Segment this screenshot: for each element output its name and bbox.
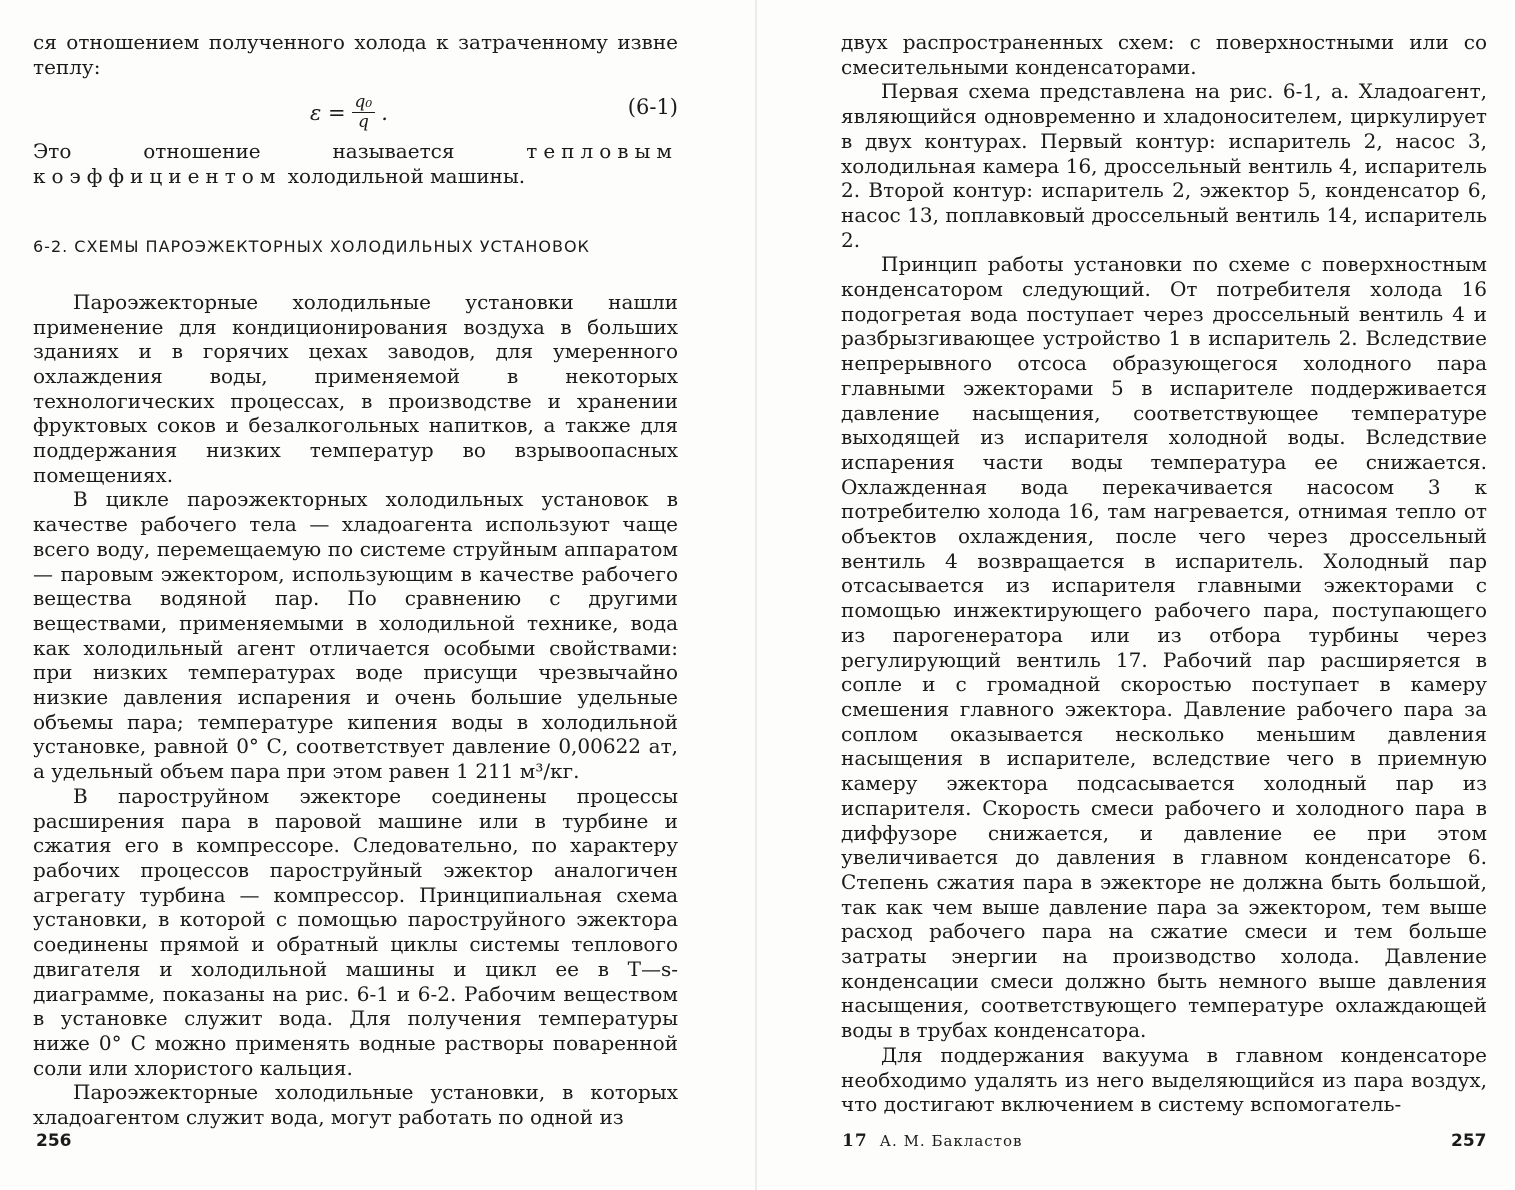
formula-expression bbox=[310, 93, 388, 132]
left-paragraph-4: Пароэжекторные холодильные установки, в которых хладоагентом служит вода, могут работать по одной из bbox=[33, 1080, 678, 1130]
section-heading: 6-2. СХЕМЫ ПАРОЭЖЕКТОРНЫХ ХОЛОДИЛЬНЫХ УСТАНОВОК bbox=[33, 236, 590, 256]
formula-numerator: q₀ bbox=[352, 93, 376, 113]
formula-6-1 bbox=[33, 79, 678, 139]
formula-tail: . bbox=[381, 100, 388, 125]
signature-author: А. М. Бакластов bbox=[879, 1132, 1023, 1150]
left-page bbox=[0, 0, 757, 1190]
intro-text: ся отношением полученного холода к затраченному извне теплу: bbox=[33, 30, 678, 79]
right-paragraph-1: двух распространенных схем: с поверхностными или со смесительными конденсаторами. bbox=[841, 30, 1487, 79]
definition-text bbox=[33, 139, 678, 188]
left-paragraph-1: Пароэжекторные холодильные установки нашли применение для кондиционирования воздуха в больших зданиях и в горячих цехах заводов, для умеренного охлаждения воды, применяемой в некоторых технологических процессах, в производстве и хранении фруктовых соков и безалкогольных напитков, а также для поддержания низких температур во взрывоопасных помещениях. bbox=[33, 289, 678, 487]
definition-before: Это отношение называется bbox=[33, 139, 527, 164]
definition-term: тепловым коэффициентом bbox=[33, 139, 678, 189]
formula-denominator: q bbox=[357, 112, 369, 133]
formula-fraction bbox=[352, 93, 376, 132]
formula-number: (6-1) bbox=[627, 95, 678, 120]
right-paragraph-3: Принцип работы установки по схеме с поверхностным конденсатором следующий. От потребителя холода 16 подогретая вода поступает через дроссельный вентиль 4 и разбрызгивающее устройство 1 в испаритель 2. Вследствие непрерывного отсоса образующегося холодного пара главными эжекторами 5 в испарителе поддерживается давление насыщения, соответствующее температуре выходящей из испарителя холодной воды. Вследствие испарения части воды температура ее снижается. Охлажденная вода перекачивается насосом 3 к потребителю холода 16, там нагревается, отнимая тепло от объектов охлаждения, после чего через дроссельный вентиль 4 возвращается в испаритель. Холодный пар отсасывается из испарителя главными эжекторами с помощью инжектирующего рабочего пара, поступающего из парогенератора или из отбора турбины через регулирующий вентиль 17. Рабочий пар расширяется в сопле и с громадной скоростью поступает в камеру смешения главного эжектора. Давление рабочего пара за соплом оказывается несколько меньшим давления насыщения в испарителе, вследствие чего в приемную камеру эжектора подсасывается холодный пар из испарителя. Скорость смеси рабочего и холодного пара в диффузоре снижается, и давление ее при этом увеличивается до давления в главном конденсаторе 6. Степень сжатия пара в эжекторе не должна быть большой, так как чем выше давление пара за эжектором, тем выше расход рабочего пара на сжатие смеси и тем больше затраты энергии на производство холода. Давление конденсации смеси должно быть немного выше давления насыщения, соответствующего температуре охлаждающей воды в трубах конденсатора. bbox=[841, 252, 1487, 1043]
printer-signature bbox=[842, 1131, 1022, 1151]
right-page-number: 257 bbox=[1451, 1131, 1487, 1151]
signature-number: 17 bbox=[842, 1131, 868, 1151]
right-text-column bbox=[841, 30, 1487, 1117]
formula-lhs: ε = bbox=[310, 100, 346, 125]
left-text-column bbox=[33, 30, 678, 1130]
right-paragraph-4: Для поддержания вакуума в главном конденсаторе необходимо удалять из него выделяющийся из пара воздух, что достигают включением в систему вспомогатель- bbox=[841, 1042, 1487, 1117]
left-paragraph-2: В цикле пароэжекторных холодильных установок в качестве рабочего тела — хладоагента используют чаще всего воду, перемещаемую по системе струйным аппаратом — паровым эжектором, использующим в качестве рабочего вещества водяной пар. По сравнению с другими веществами, применяемыми в холодильной технике, вода как холодильный агент отличается особыми свойствами: при низких температурах воде присущи чрезвычайно низкие давления испарения и очень большие удельные объемы пара; температуре кипения воды в холодильной установке, равной 0° С, соответствует давление 0,00622 ат, а удельный объем пара при этом равен 1 211 м³/кг. bbox=[33, 487, 678, 784]
left-paragraph-3: В пароструйном эжекторе соединены процессы расширения пара в паровой машине или в турбине и сжатия его в компрессоре. Следовательно, по характеру рабочих процессов пароструйный эжектор аналогичен агрегату турбина — компрессор. Принципиальная схема установки, в которой с помощью пароструйного эжектора соединены прямой и обратный циклы системы теплового двигателя и холодильной машины и цикл ее в T—s-диаграмме, показаны на рис. 6-1 и 6-2. Рабочим веществом в установке служит вода. Для получения температуры ниже 0° С можно применять водные растворы поваренной соли или хлористого кальция. bbox=[33, 783, 678, 1080]
definition-after: холодильной машины. bbox=[281, 164, 526, 189]
right-paragraph-2: Первая схема представлена на рис. 6-1, а. Хладоагент, являющийся одновременно и хладоносителем, циркулирует в двух контурах. Первый контур: испаритель 2, насос 3, холодильная камера 16, дроссельный вентиль 4, испаритель 2. Второй контур: испаритель 2, эжектор 5, конденсатор 6, насос 13, поплавковый дроссельный вентиль 14, испаритель 2. bbox=[841, 79, 1487, 252]
right-page bbox=[757, 0, 1515, 1190]
left-page-number: 256 bbox=[36, 1131, 72, 1151]
